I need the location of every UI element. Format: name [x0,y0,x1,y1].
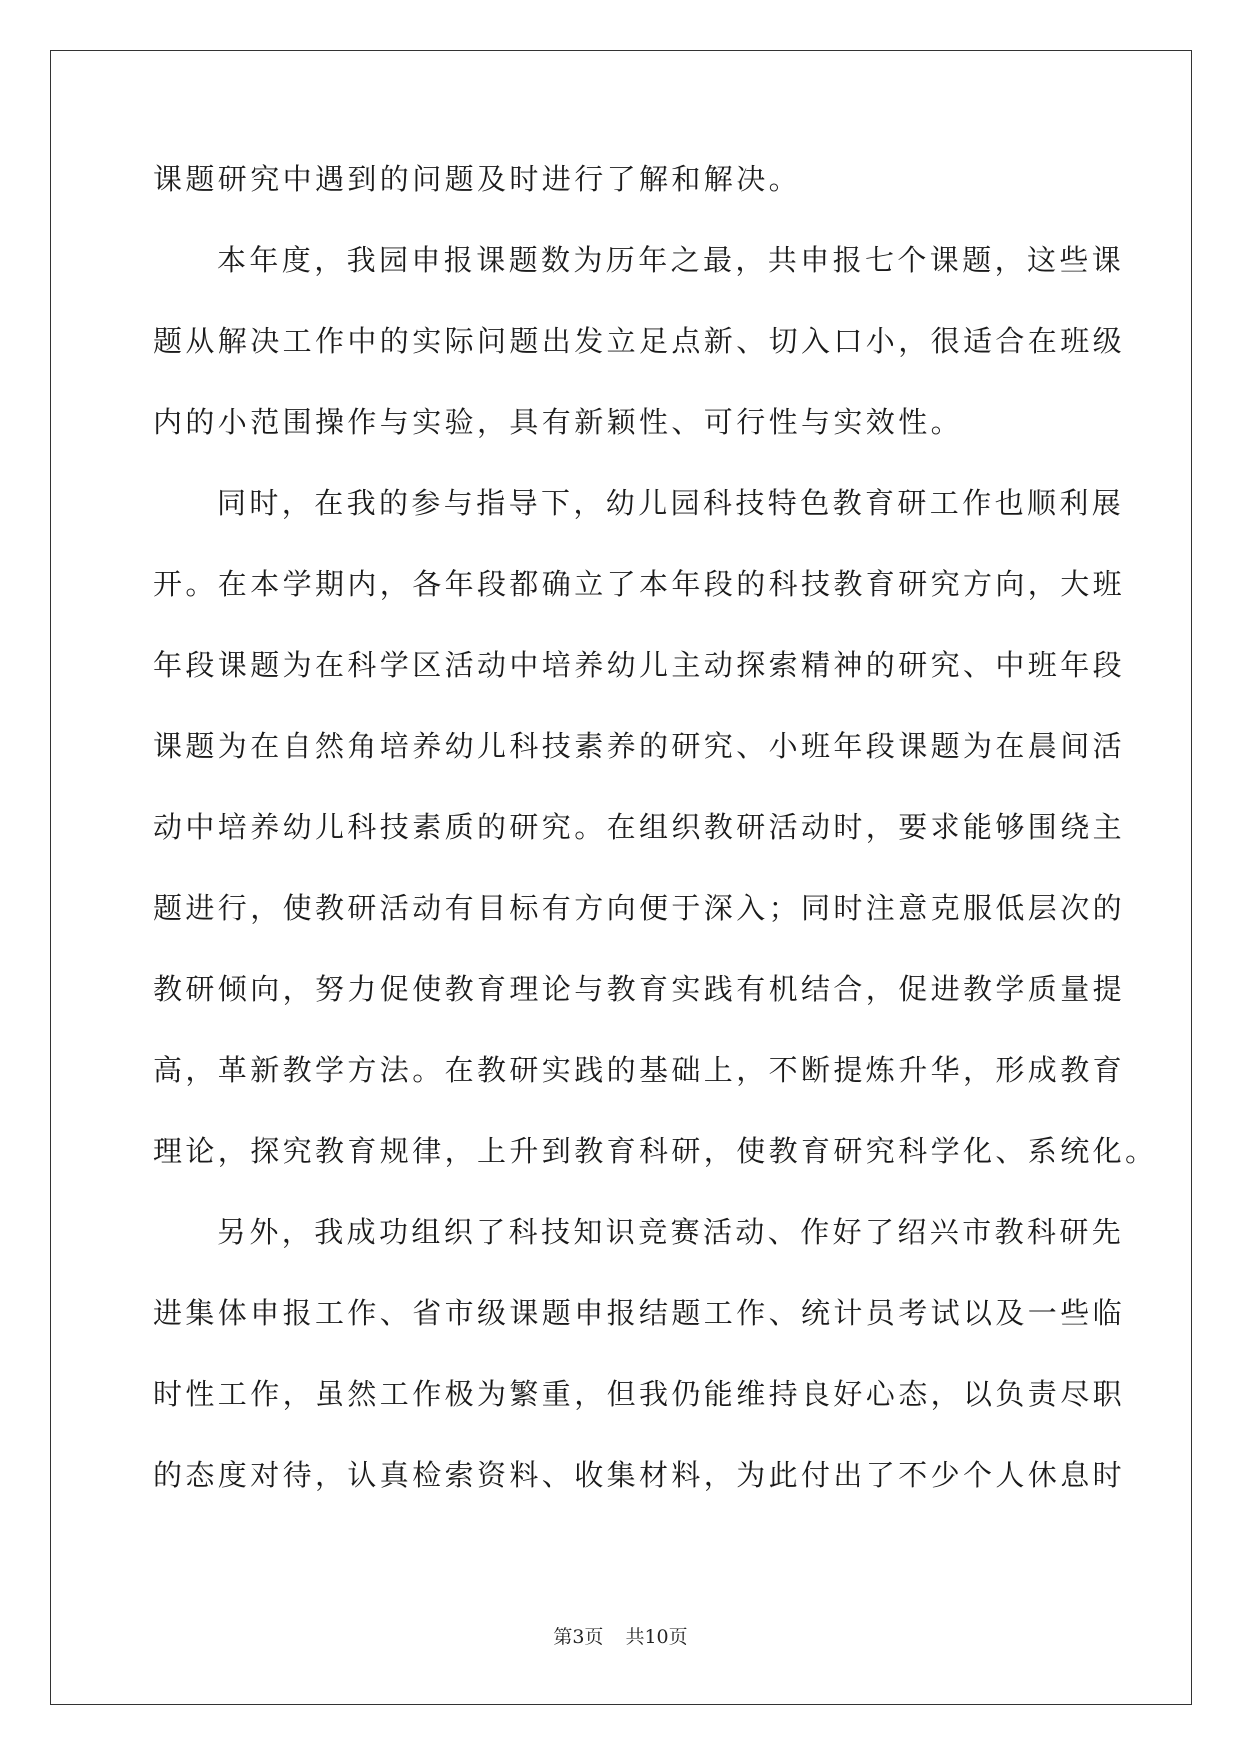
page-number: 第3页 [553,1626,604,1648]
text-line: 内的小范围操作与实验，具有新颖性、可行性与实效性。 [153,405,964,439]
text-line: 时性工作，虽然工作极为繁重，但我仍能维持良好心态，以负责尽职 [153,1377,1126,1411]
text-line: 动中培养幼儿科技素质的研究。在组织教研活动时，要求能够围绕主 [153,810,1126,844]
text-line: 课题为在自然角培养幼儿科技素养的研究、小班年段课题为在晨间活 [153,729,1126,763]
text-line: 本年度，我园申报课题数为历年之最，共申报七个课题，这些课 [217,243,1125,277]
page-total: 共10页 [625,1626,688,1648]
document-body [153,157,1158,1534]
text-line: 理论，探究教育规律，上升到教育科研，使教育研究科学化、系统化。 [153,1134,1158,1168]
text-line: 高，革新教学方法。在教研实践的基础上，不断提炼升华，形成教育 [153,1053,1126,1087]
text-line: 同时，在我的参与指导下，幼儿园科技特色教育研工作也顺利展 [217,486,1125,520]
text-line: 的态度对待，认真检索资料、收集材料，为此付出了不少个人休息时 [153,1458,1126,1492]
text-line: 教研倾向，努力促使教育理论与教育实践有机结合，促进教学质量提 [153,972,1126,1006]
text-line: 题从解决工作中的实际问题出发立足点新、切入口小，很适合在班级 [153,324,1126,358]
text-line: 年段课题为在科学区活动中培养幼儿主动探索精神的研究、中班年段 [153,648,1126,682]
text-line: 进集体申报工作、省市级课题申报结题工作、统计员考试以及一些临 [153,1296,1126,1330]
page-footer [0,1625,1241,1649]
text-line: 题进行，使教研活动有目标有方向便于深入；同时注意克服低层次的 [153,891,1126,925]
text-line: 另外，我成功组织了科技知识竞赛活动、作好了绍兴市教科研先 [217,1215,1125,1249]
text-line: 开。在本学期内，各年段都确立了本年段的科技教育研究方向，大班 [153,567,1126,601]
text-line: 课题研究中遇到的问题及时进行了解和解决。 [153,162,802,196]
